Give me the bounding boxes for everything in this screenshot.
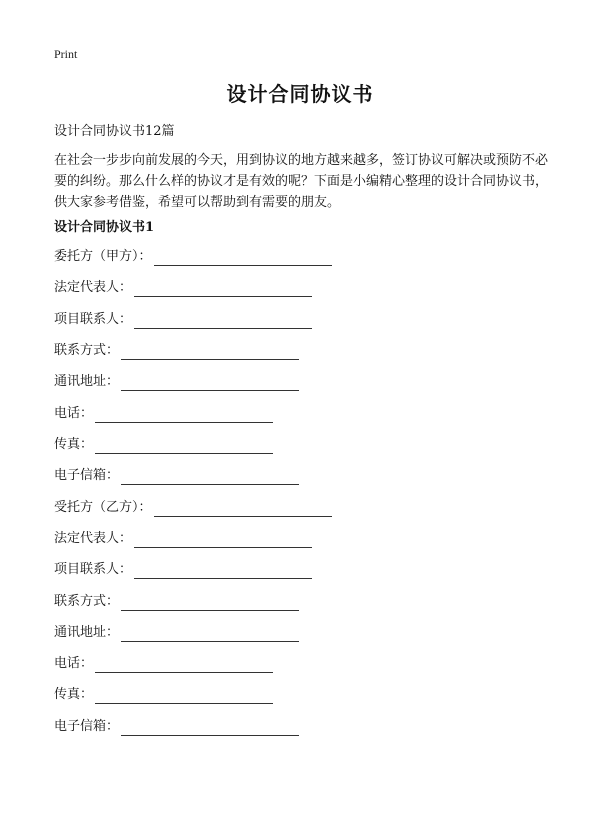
field-row-fax: [54, 434, 273, 454]
field-label: 电子信箱：: [54, 719, 120, 734]
fill-in-line[interactable]: [95, 658, 273, 673]
field-row-email: [54, 465, 299, 485]
fill-in-line[interactable]: [121, 596, 299, 611]
field-label: 传真：: [54, 687, 94, 702]
field-row-project-contact: [54, 309, 312, 329]
section-heading: 设计合同协议书1: [54, 220, 155, 235]
field-row-email-b: [54, 716, 299, 736]
field-label: 项目联系人：: [54, 312, 133, 327]
page-title: 设计合同协议书: [226, 82, 374, 106]
field-row-contractor: [54, 497, 332, 517]
field-row-contact-method-b: [54, 591, 299, 611]
field-row-contact-method: [54, 340, 299, 360]
fill-in-line[interactable]: [121, 345, 299, 360]
field-label: 通讯地址：: [54, 374, 120, 389]
fill-in-line[interactable]: [121, 721, 299, 736]
fill-in-line[interactable]: [95, 408, 273, 423]
fill-in-line[interactable]: [134, 282, 312, 297]
field-label: 联系方式：: [54, 594, 120, 609]
fill-in-line[interactable]: [121, 627, 299, 642]
intro-paragraph: 在社会一步步向前发展的今天，用到协议的地方越来越多，签订协议可解决或预防不必要的纠纷。那么什么样的协议才是有效的呢？下面是小编精心整理的设计合同协议书，供大家参考借鉴，希望可以帮助到有需要的朋友。: [54, 153, 549, 210]
field-label: 传真：: [54, 437, 94, 452]
field-label: 电话：: [54, 406, 94, 421]
field-label: 法定代表人：: [54, 280, 133, 295]
field-row-legal-rep: [54, 277, 312, 297]
field-row-address-b: [54, 622, 299, 642]
fill-in-line[interactable]: [95, 439, 273, 454]
field-label: 法定代表人：: [54, 531, 133, 546]
field-row-fax-b: [54, 684, 273, 704]
fill-in-line[interactable]: [154, 502, 332, 517]
field-row-phone: [54, 403, 273, 423]
fill-in-line[interactable]: [134, 564, 312, 579]
fill-in-line[interactable]: [121, 376, 299, 391]
fill-in-line[interactable]: [154, 251, 332, 266]
field-row-client: [54, 246, 332, 266]
field-label: 电话：: [54, 656, 94, 671]
fill-in-line[interactable]: [134, 314, 312, 329]
field-row-address: [54, 371, 299, 391]
field-row-legal-rep-b: [54, 528, 312, 548]
field-label: 通讯地址：: [54, 625, 120, 640]
print-link[interactable]: Print: [54, 47, 78, 61]
fill-in-line[interactable]: [134, 533, 312, 548]
field-row-project-contact-b: [54, 559, 312, 579]
fill-in-line[interactable]: [95, 689, 273, 704]
fill-in-line[interactable]: [121, 470, 299, 485]
field-label: 电子信箱：: [54, 468, 120, 483]
field-label: 项目联系人：: [54, 562, 133, 577]
field-row-phone-b: [54, 653, 273, 673]
field-label: 受托方（乙方）：: [54, 500, 152, 515]
field-label: 委托方（甲方）：: [54, 249, 152, 264]
document-subtitle: 设计合同协议书12篇: [54, 124, 175, 139]
field-label: 联系方式：: [54, 343, 120, 358]
